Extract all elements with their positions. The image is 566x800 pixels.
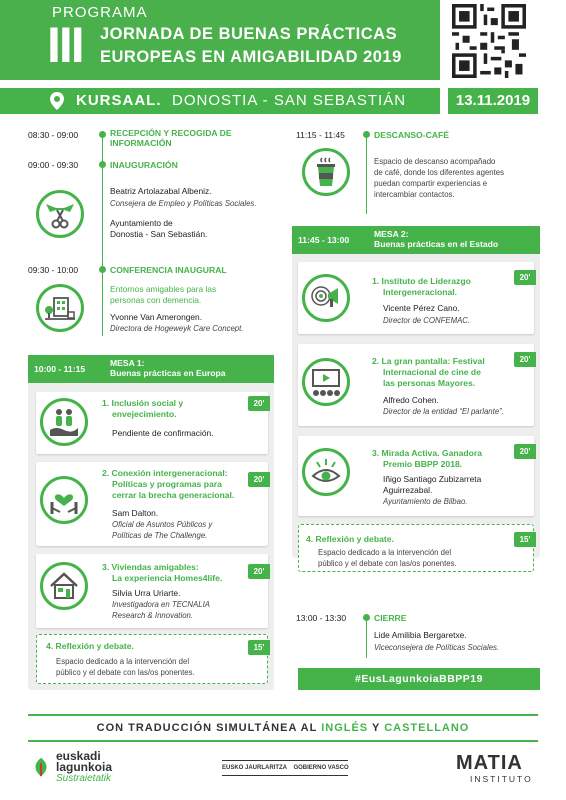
reflection-title: 4. Reflexión y debate. bbox=[46, 641, 134, 651]
event-title-line2: EUROPEAS EN AMIGABILIDAD 2019 bbox=[100, 48, 402, 66]
item-title: las personas Mayores. bbox=[383, 378, 476, 388]
speaker-role: Research & Innovation. bbox=[112, 611, 194, 620]
descanso-desc: de café, donde los diferentes agentes bbox=[374, 168, 505, 177]
duration-badge: 20' bbox=[514, 444, 536, 459]
town-icon bbox=[44, 292, 76, 324]
speaker-name: Aguirrezabal. bbox=[383, 485, 433, 495]
speaker-name: Pendiente de confirmación. bbox=[112, 428, 214, 438]
item-title: Intergeneracional. bbox=[383, 287, 458, 297]
logo-text-euskadi: euskadi bbox=[56, 749, 101, 763]
speaker-role: Director de CONFEMAC. bbox=[383, 316, 471, 325]
speaker-name: Silvia Urra Uriarte. bbox=[112, 588, 181, 598]
timeline-bullet bbox=[363, 131, 370, 138]
item-title: Internacional de cine de bbox=[383, 367, 481, 377]
reflection-desc: público y el debate con las/os ponentes. bbox=[56, 668, 195, 677]
edition-number: III bbox=[47, 17, 83, 73]
duration-badge: 15' bbox=[248, 640, 270, 655]
title-cierre: CIERRE bbox=[374, 613, 407, 623]
logo-text-matia: MATIA bbox=[456, 752, 523, 774]
speaker-name: Beatriz Artolazabal Albeniz. bbox=[110, 186, 212, 196]
translation-note bbox=[0, 722, 566, 734]
speaker-name: Lide Amilibia Bergaretxe. bbox=[374, 630, 467, 640]
item-title: 1. Instituto de Liderazgo bbox=[372, 276, 471, 286]
cinema-screen-icon bbox=[302, 358, 350, 406]
item-title: 3. Mirada Activa. Ganadora bbox=[372, 448, 483, 458]
timeline-bullet bbox=[363, 614, 370, 621]
speaker-name: Iñigo Santiago Zubizarreta bbox=[383, 474, 482, 484]
timeline-bullet bbox=[99, 266, 106, 273]
cinema-screen-icon bbox=[310, 366, 342, 398]
speaker-name: Alfredo Cohen. bbox=[383, 395, 439, 405]
item-title: La experiencia Homes4life. bbox=[112, 573, 223, 583]
ribbon-scissors-icon bbox=[44, 198, 76, 230]
conference-subtitle-line2: personas con demencia. bbox=[110, 295, 202, 305]
ribbon-scissors-icon bbox=[36, 190, 84, 238]
elderly-couple-icon bbox=[48, 406, 80, 438]
logo-text-gobierno: EUSKO JAURLARITZA GOBIERNO VASCO bbox=[222, 765, 349, 771]
time-recepcion: 08:30 - 09:00 bbox=[28, 130, 79, 140]
eye-icon bbox=[310, 456, 342, 488]
descanso-desc: intercambiar contactos. bbox=[374, 190, 455, 199]
mesa1-time: 10:00 - 11:15 bbox=[34, 364, 86, 374]
mesa2-title bbox=[374, 229, 498, 249]
descanso-desc: Espacio de descanso acompañado bbox=[374, 157, 496, 166]
item-title: 2. Conexión intergeneracional: bbox=[102, 468, 228, 478]
speaker-role: Ayuntamiento de Bilbao. bbox=[383, 497, 468, 506]
qr-code-icon[interactable] bbox=[452, 4, 526, 78]
time-cierre: 13:00 - 13:30 bbox=[296, 613, 347, 623]
venue-city: DONOSTIA - SAN SEBASTIÁN bbox=[172, 92, 407, 109]
item-title: cerrar la brecha generacional. bbox=[112, 490, 235, 500]
speaker-name: Vicente Pérez Cano. bbox=[383, 303, 460, 313]
town-icon bbox=[36, 284, 84, 332]
event-hashtag[interactable]: #EusLagunkoiaBBPP19 bbox=[298, 668, 540, 690]
item-title: 2. La gran pantalla: Festival bbox=[372, 356, 485, 366]
megaphone-target-icon bbox=[302, 274, 350, 322]
logo-text-instituto: INSTITUTO bbox=[470, 774, 533, 784]
speaker-role: Viceconsejera de Políticas Sociales. bbox=[374, 643, 500, 652]
timeline-line bbox=[366, 616, 367, 658]
hands-heart-icon bbox=[40, 476, 88, 524]
event-title-line1: JORNADA DE BUENAS PRÁCTICAS bbox=[100, 25, 398, 43]
programa-label: PROGRAMA bbox=[52, 4, 148, 21]
title-descanso: DESCANSO-CAFÉ bbox=[374, 130, 449, 140]
item-title: 1. Inclusión social y bbox=[102, 398, 184, 408]
speaker-role: Consejera de Empleo y Políticas Sociales. bbox=[110, 199, 257, 208]
speaker-role: Oficial de Asuntos Públicos y bbox=[112, 520, 213, 529]
duration-badge: 20' bbox=[514, 352, 536, 367]
leaf-logo-icon bbox=[30, 754, 52, 780]
event-date: 13.11.2019 bbox=[448, 88, 538, 114]
speaker-role: Director de la entidad “El parlante”. bbox=[383, 407, 504, 416]
elderly-couple-icon bbox=[40, 398, 88, 446]
title-recepcion: RECEPCIÓN Y RECOGIDA DE INFORMACIÓN bbox=[110, 128, 232, 148]
megaphone-target-icon bbox=[310, 282, 342, 314]
house-icon bbox=[48, 570, 80, 602]
mesa2-label: MESA 2: bbox=[374, 229, 409, 239]
institution-line1: Ayuntamiento de bbox=[110, 218, 173, 228]
gobierno-vasco-logo bbox=[222, 760, 348, 776]
eye-icon bbox=[302, 448, 350, 496]
timeline-bullet bbox=[99, 161, 106, 168]
divider bbox=[28, 714, 538, 716]
translation-and: Y bbox=[372, 722, 381, 734]
mesa2-time: 11:45 - 13:00 bbox=[298, 235, 350, 245]
translation-lang-spanish: CASTELLANO bbox=[384, 722, 470, 734]
title-conferencia: CONFERENCIA INAUGURAL bbox=[110, 265, 227, 275]
logo-text-lagunkoia: lagunkoia bbox=[56, 760, 113, 774]
coffee-cup-icon bbox=[310, 156, 342, 188]
duration-badge: 20' bbox=[248, 564, 270, 579]
timeline-bullet bbox=[99, 131, 106, 138]
mesa1-title bbox=[110, 358, 226, 378]
venue-name: KURSAAL. bbox=[76, 92, 162, 109]
duration-badge: 20' bbox=[514, 270, 536, 285]
divider bbox=[28, 740, 538, 742]
item-title: Políticas y programas para bbox=[112, 479, 222, 489]
duration-badge: 20' bbox=[248, 472, 270, 487]
item-title: envejecimiento. bbox=[112, 409, 177, 419]
translation-lang-english: INGLÉS bbox=[321, 722, 369, 734]
conference-subtitle-line1: Entornos amigables para las bbox=[110, 284, 217, 294]
coffee-cup-icon bbox=[302, 148, 350, 196]
venue-bar bbox=[0, 88, 440, 114]
item-title: 3. Viviendas amigables: bbox=[102, 562, 199, 572]
descanso-desc: puedan compartir experiencias e bbox=[374, 179, 488, 188]
institution-line2: Donostia - San Sebastián. bbox=[110, 229, 208, 239]
house-icon bbox=[40, 562, 88, 610]
duration-badge: 20' bbox=[248, 396, 270, 411]
mesa1-header bbox=[28, 355, 274, 383]
mesa2-name: Buenas prácticas en el Estado bbox=[374, 239, 499, 249]
hands-heart-icon bbox=[48, 484, 80, 516]
speaker-name: Yvonne Van Amerongen. bbox=[110, 312, 203, 322]
logo-text-sustraietatik: Sustraietatik bbox=[56, 773, 112, 784]
reflection-title: 4. Reflexión y debate. bbox=[306, 534, 394, 544]
header-banner bbox=[0, 0, 440, 80]
time-inauguracion: 09:00 - 09:30 bbox=[28, 160, 79, 170]
reflection-desc: Espacio dedicado a la intervención del bbox=[318, 548, 452, 557]
euskadi-lagunkoia-logo bbox=[30, 750, 150, 790]
timeline-line bbox=[366, 134, 367, 214]
mesa1-label: MESA 1: bbox=[110, 358, 145, 368]
item-title: Premio BBPP 2018. bbox=[383, 459, 463, 469]
title-inauguracion: INAUGURACIÓN bbox=[110, 160, 178, 170]
mesa2-header bbox=[292, 226, 540, 254]
speaker-role: Políticas de The Challenge. bbox=[112, 531, 208, 540]
speaker-role: Investigadora en TECNALIA bbox=[112, 600, 210, 609]
time-conferencia: 09:30 - 10:00 bbox=[28, 265, 79, 275]
mesa1-name: Buenas prácticas en Europa bbox=[110, 368, 226, 378]
speaker-role: Directora de Hogeweyk Care Concept. bbox=[110, 324, 244, 333]
duration-badge: 15' bbox=[514, 532, 536, 547]
location-pin-icon bbox=[50, 92, 64, 110]
reflection-desc: público y el debate con las/os ponentes. bbox=[318, 559, 457, 568]
matia-logo bbox=[456, 752, 538, 786]
time-descanso: 11:15 - 11:45 bbox=[296, 130, 345, 140]
reflection-desc: Espacio dedicado a la intervención del bbox=[56, 657, 190, 666]
speaker-name: Sam Dalton. bbox=[112, 508, 159, 518]
translation-text: CON TRADUCCIÓN SIMULTÁNEA AL bbox=[96, 722, 318, 734]
